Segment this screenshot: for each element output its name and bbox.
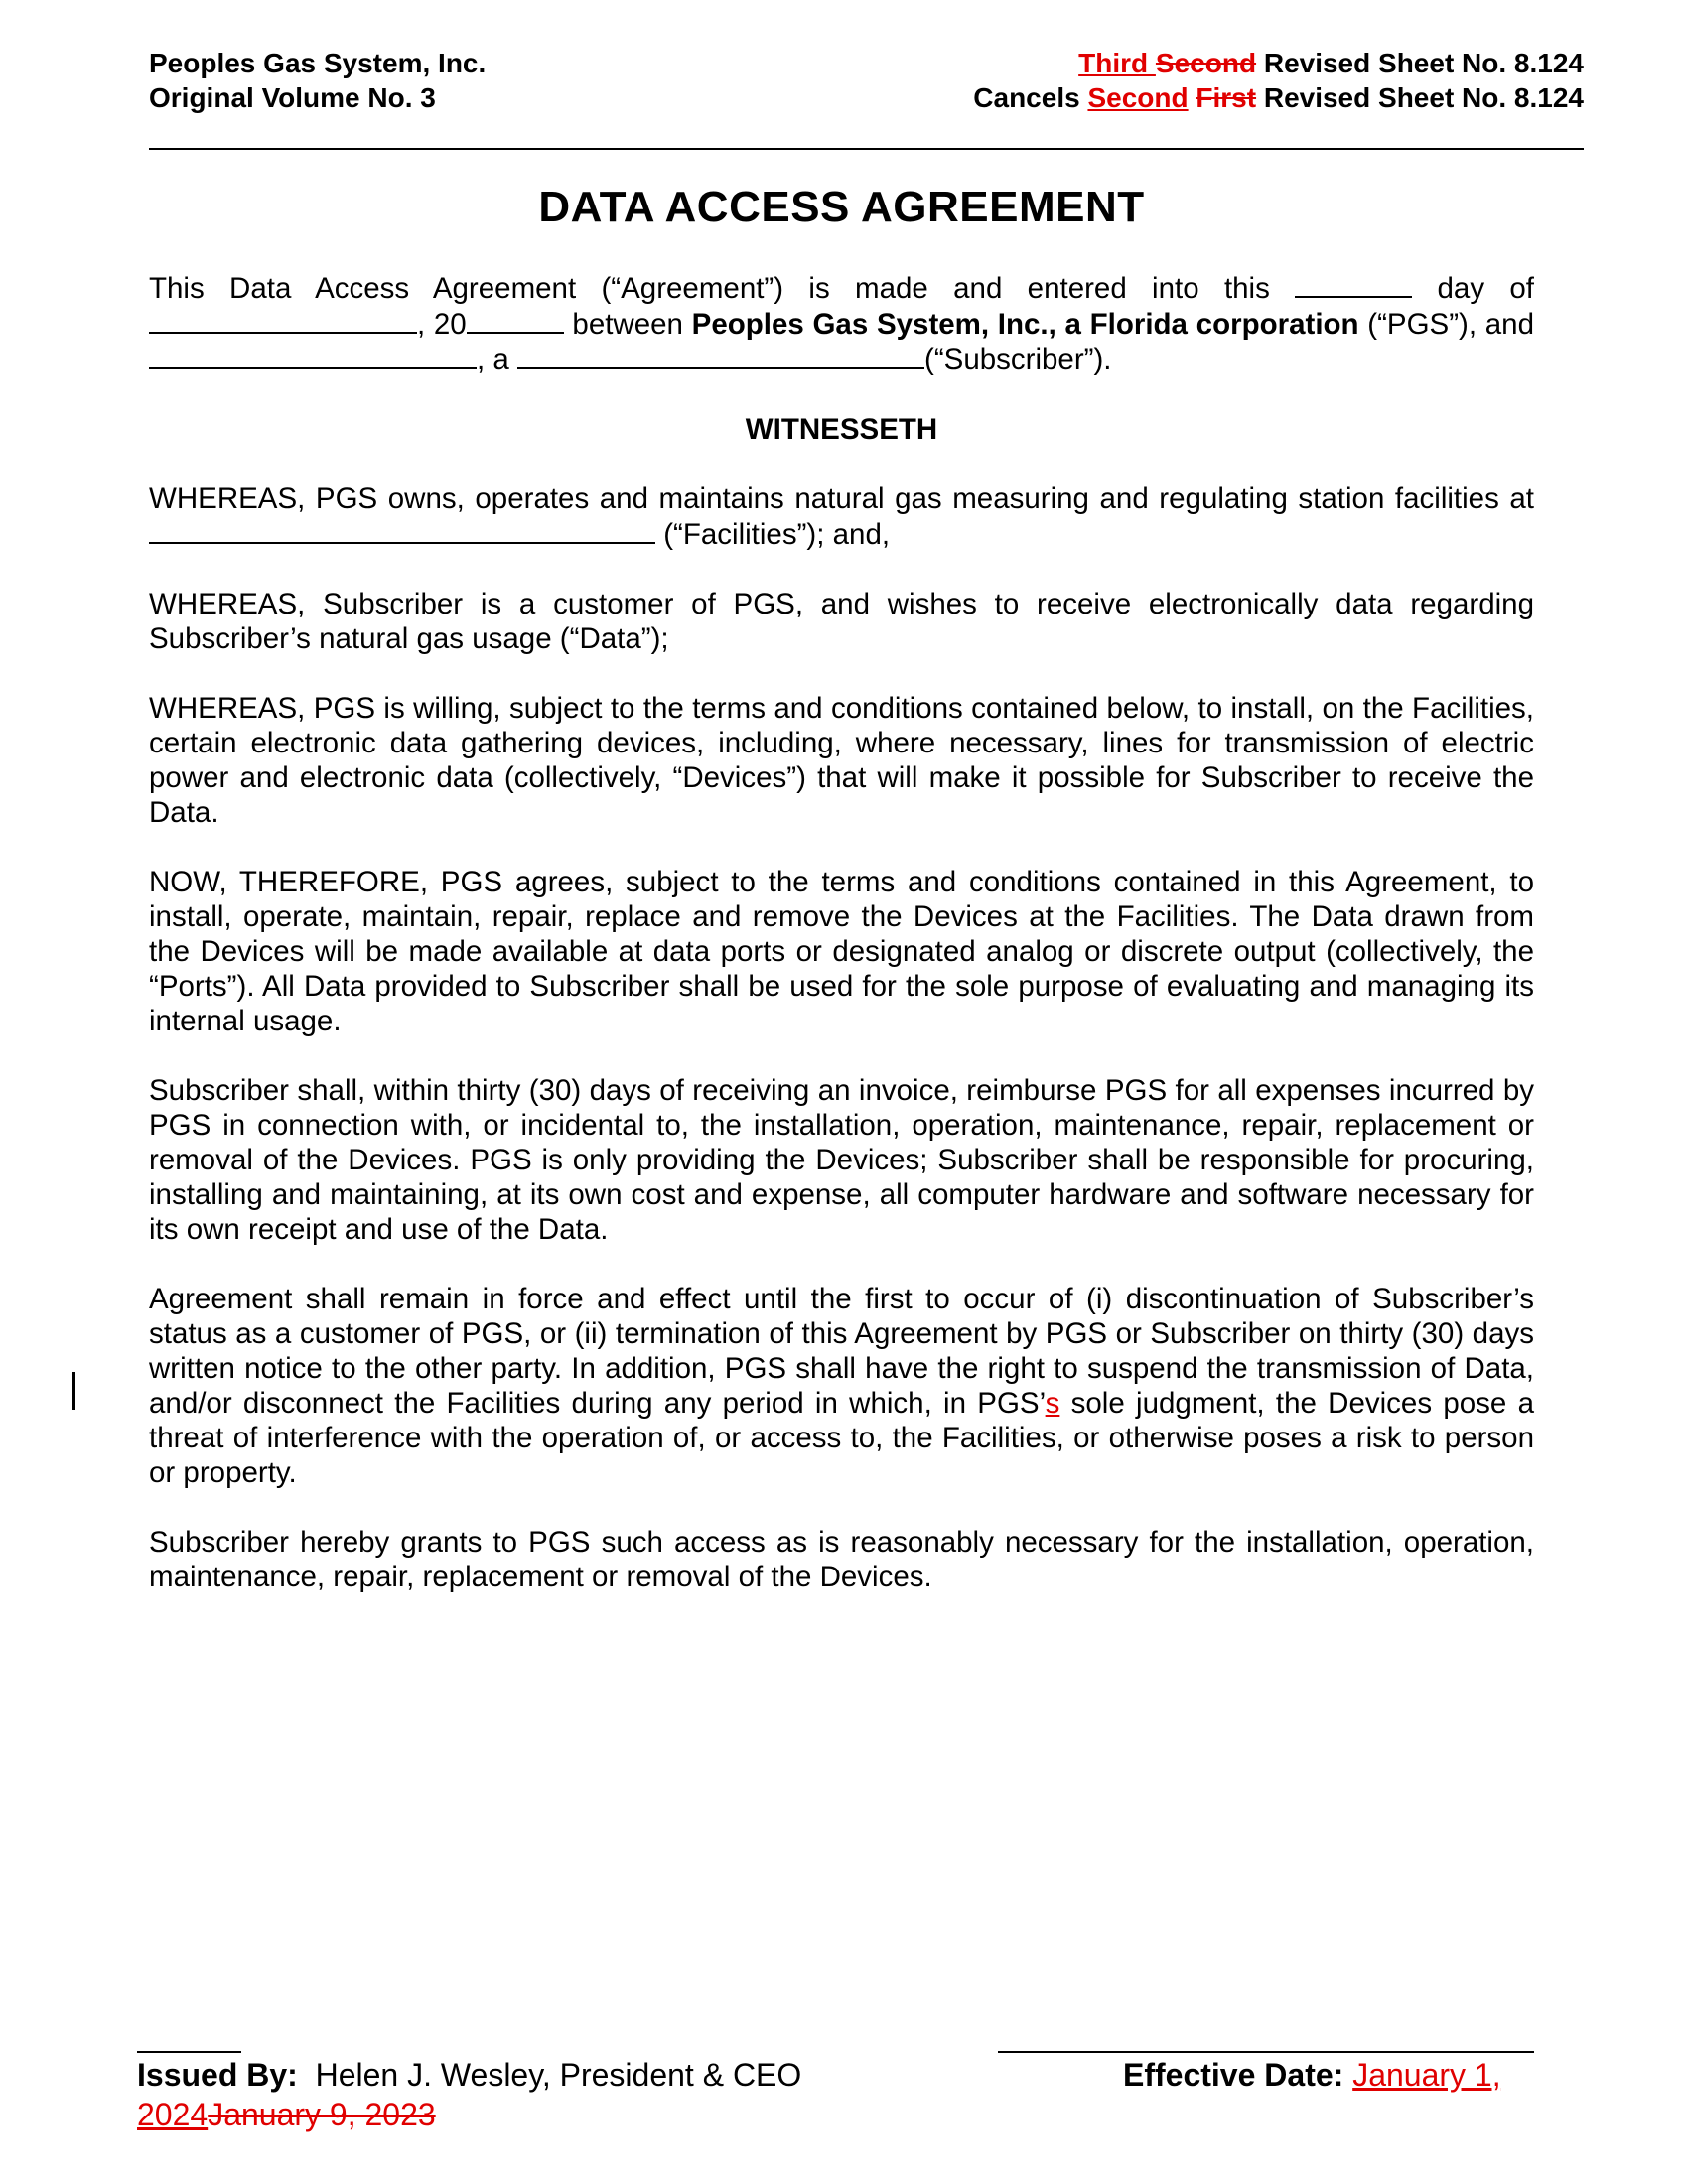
footer-effective	[1123, 2055, 1501, 2095]
subscriber-type-blank[interactable]	[517, 341, 924, 369]
effective-date-label: Effective Date:	[1123, 2057, 1344, 2093]
company-name: Peoples Gas System, Inc.	[149, 48, 487, 78]
witnesseth-heading: WITNESSETH	[745, 413, 938, 446]
now-therefore-paragraph: NOW, THEREFORE, PGS agrees, subject to the terms and conditions contained in this Agreement, to install, operate, maintain, repair, replace and remove the Devices at the Facilities. The Data drawn from the Devices will be made available at data ports or designated analog or discrete output (collectively, the “Ports”). All Data provided to Subscriber shall be used for the sole purpose of evaluating and managing its internal usage.	[149, 866, 1534, 1037]
header-divider	[149, 148, 1584, 150]
effective-date-inserted-year: 2024	[137, 2097, 209, 2132]
footer-rule-right	[998, 2051, 1534, 2053]
facilities-blank[interactable]	[149, 516, 655, 544]
header-right	[973, 46, 1584, 115]
intro-text-1: This Data Access Agreement (“Agreement”) is made and entered into this	[149, 272, 1296, 305]
pgs-corporation-name: Peoples Gas System, Inc., a Florida corporation	[691, 308, 1359, 341]
revision-change-bar	[72, 1372, 75, 1410]
issued-by-name: Helen J. Wesley, President & CEO	[315, 2057, 802, 2093]
intro-text-7: (“Subscriber”).	[924, 343, 1112, 376]
intro-text-4: between	[563, 308, 692, 341]
day-blank[interactable]	[1295, 270, 1412, 298]
access-paragraph: Subscriber hereby grants to PGS such access as is reasonably necessary for the installation, operation, maintenance, repair, replacement or removal of the Devices.	[149, 1526, 1534, 1593]
intro-text-6: , a	[477, 343, 517, 376]
whereas-facilities-paragraph	[149, 481, 1534, 552]
cancels-inserted-text: Second	[1087, 82, 1189, 113]
whereas-subscriber-paragraph: WHEREAS, Subscriber is a customer of PGS, and wishes to receive electronically data regarding Subscriber’s natural gas usage (“Data”);	[149, 588, 1534, 655]
agreement-body	[149, 270, 1534, 1629]
document-title: DATA ACCESS AGREEMENT	[538, 183, 1145, 231]
header-left	[149, 46, 486, 115]
term-paragraph	[149, 1282, 1534, 1490]
cancels-prefix: Cancels	[973, 82, 1088, 113]
effective-date-inserted: January 1,	[1352, 2057, 1501, 2093]
intro-paragraph	[149, 270, 1534, 377]
sheet-rest-text: Revised Sheet No. 8.124	[1256, 48, 1584, 78]
issued-by-label: Issued By:	[137, 2057, 298, 2093]
intro-text-2: day of	[1412, 272, 1535, 305]
subscriber-name-blank[interactable]	[149, 341, 477, 369]
intro-text-5: (“PGS”), and	[1358, 308, 1534, 341]
whereas1-text-1: WHEREAS, PGS owns, operates and maintains natural gas measuring and regulating station facilities at	[149, 482, 1534, 515]
volume-number: Original Volume No. 3	[149, 82, 436, 113]
effective-date-deleted: January 9, 2023	[208, 2097, 436, 2132]
cancels-line	[973, 80, 1584, 115]
month-blank[interactable]	[149, 306, 417, 334]
term-text-before: Agreement shall remain in force and effect until the first to occur of (i) discontinuation of Subscriber’s status as a customer of PGS, or (ii) termination of this Agreement by PGS or Subscriber on thirty (30) days written notice to the other party. In addition, PGS shall have the right to suspend the transmission of Data, and/or disconnect the Facilities during any period in which, in PGS’	[149, 1283, 1534, 1420]
term-text-after: sole judgment, the Devices pose a threat of interference with the operation of, or access to, the Facilities, or otherwise poses a risk to person or property.	[149, 1387, 1535, 1489]
sheet-deleted-text: Second	[1155, 48, 1257, 78]
sheet-number	[973, 46, 1584, 80]
reimbursement-paragraph: Subscriber shall, within thirty (30) days of receiving an invoice, reimburse PGS for all expenses incurred by PGS in connection with, or incidental to, the installation, operation, maintenance, repair, replacement or removal of the Devices. PGS is only providing the Devices; Subscriber shall be responsible for procuring, installing and maintaining, at its own cost and expense, all computer hardware and software necessary for its own receipt and use of the Data.	[149, 1074, 1534, 1246]
cancels-deleted-text: First	[1196, 82, 1257, 113]
sheet-inserted-text: Third	[1078, 48, 1156, 78]
year-blank[interactable]	[467, 306, 564, 334]
term-inserted-text: s	[1045, 1387, 1060, 1420]
intro-text-3: , 20	[417, 308, 467, 341]
whereas1-text-2: (“Facilities”); and,	[655, 518, 891, 551]
footer-rule-left	[137, 2051, 241, 2053]
whereas-devices-paragraph: WHEREAS, PGS is willing, subject to the terms and conditions contained below, to install, on the Facilities, certain electronic data gathering devices, including, where necessary, lines for transmission of electric power and electronic data (collectively, “Devices”) that will make it possible for Subscriber to receive the Data.	[149, 692, 1534, 829]
cancels-rest-text: Revised Sheet No. 8.124	[1256, 82, 1584, 113]
